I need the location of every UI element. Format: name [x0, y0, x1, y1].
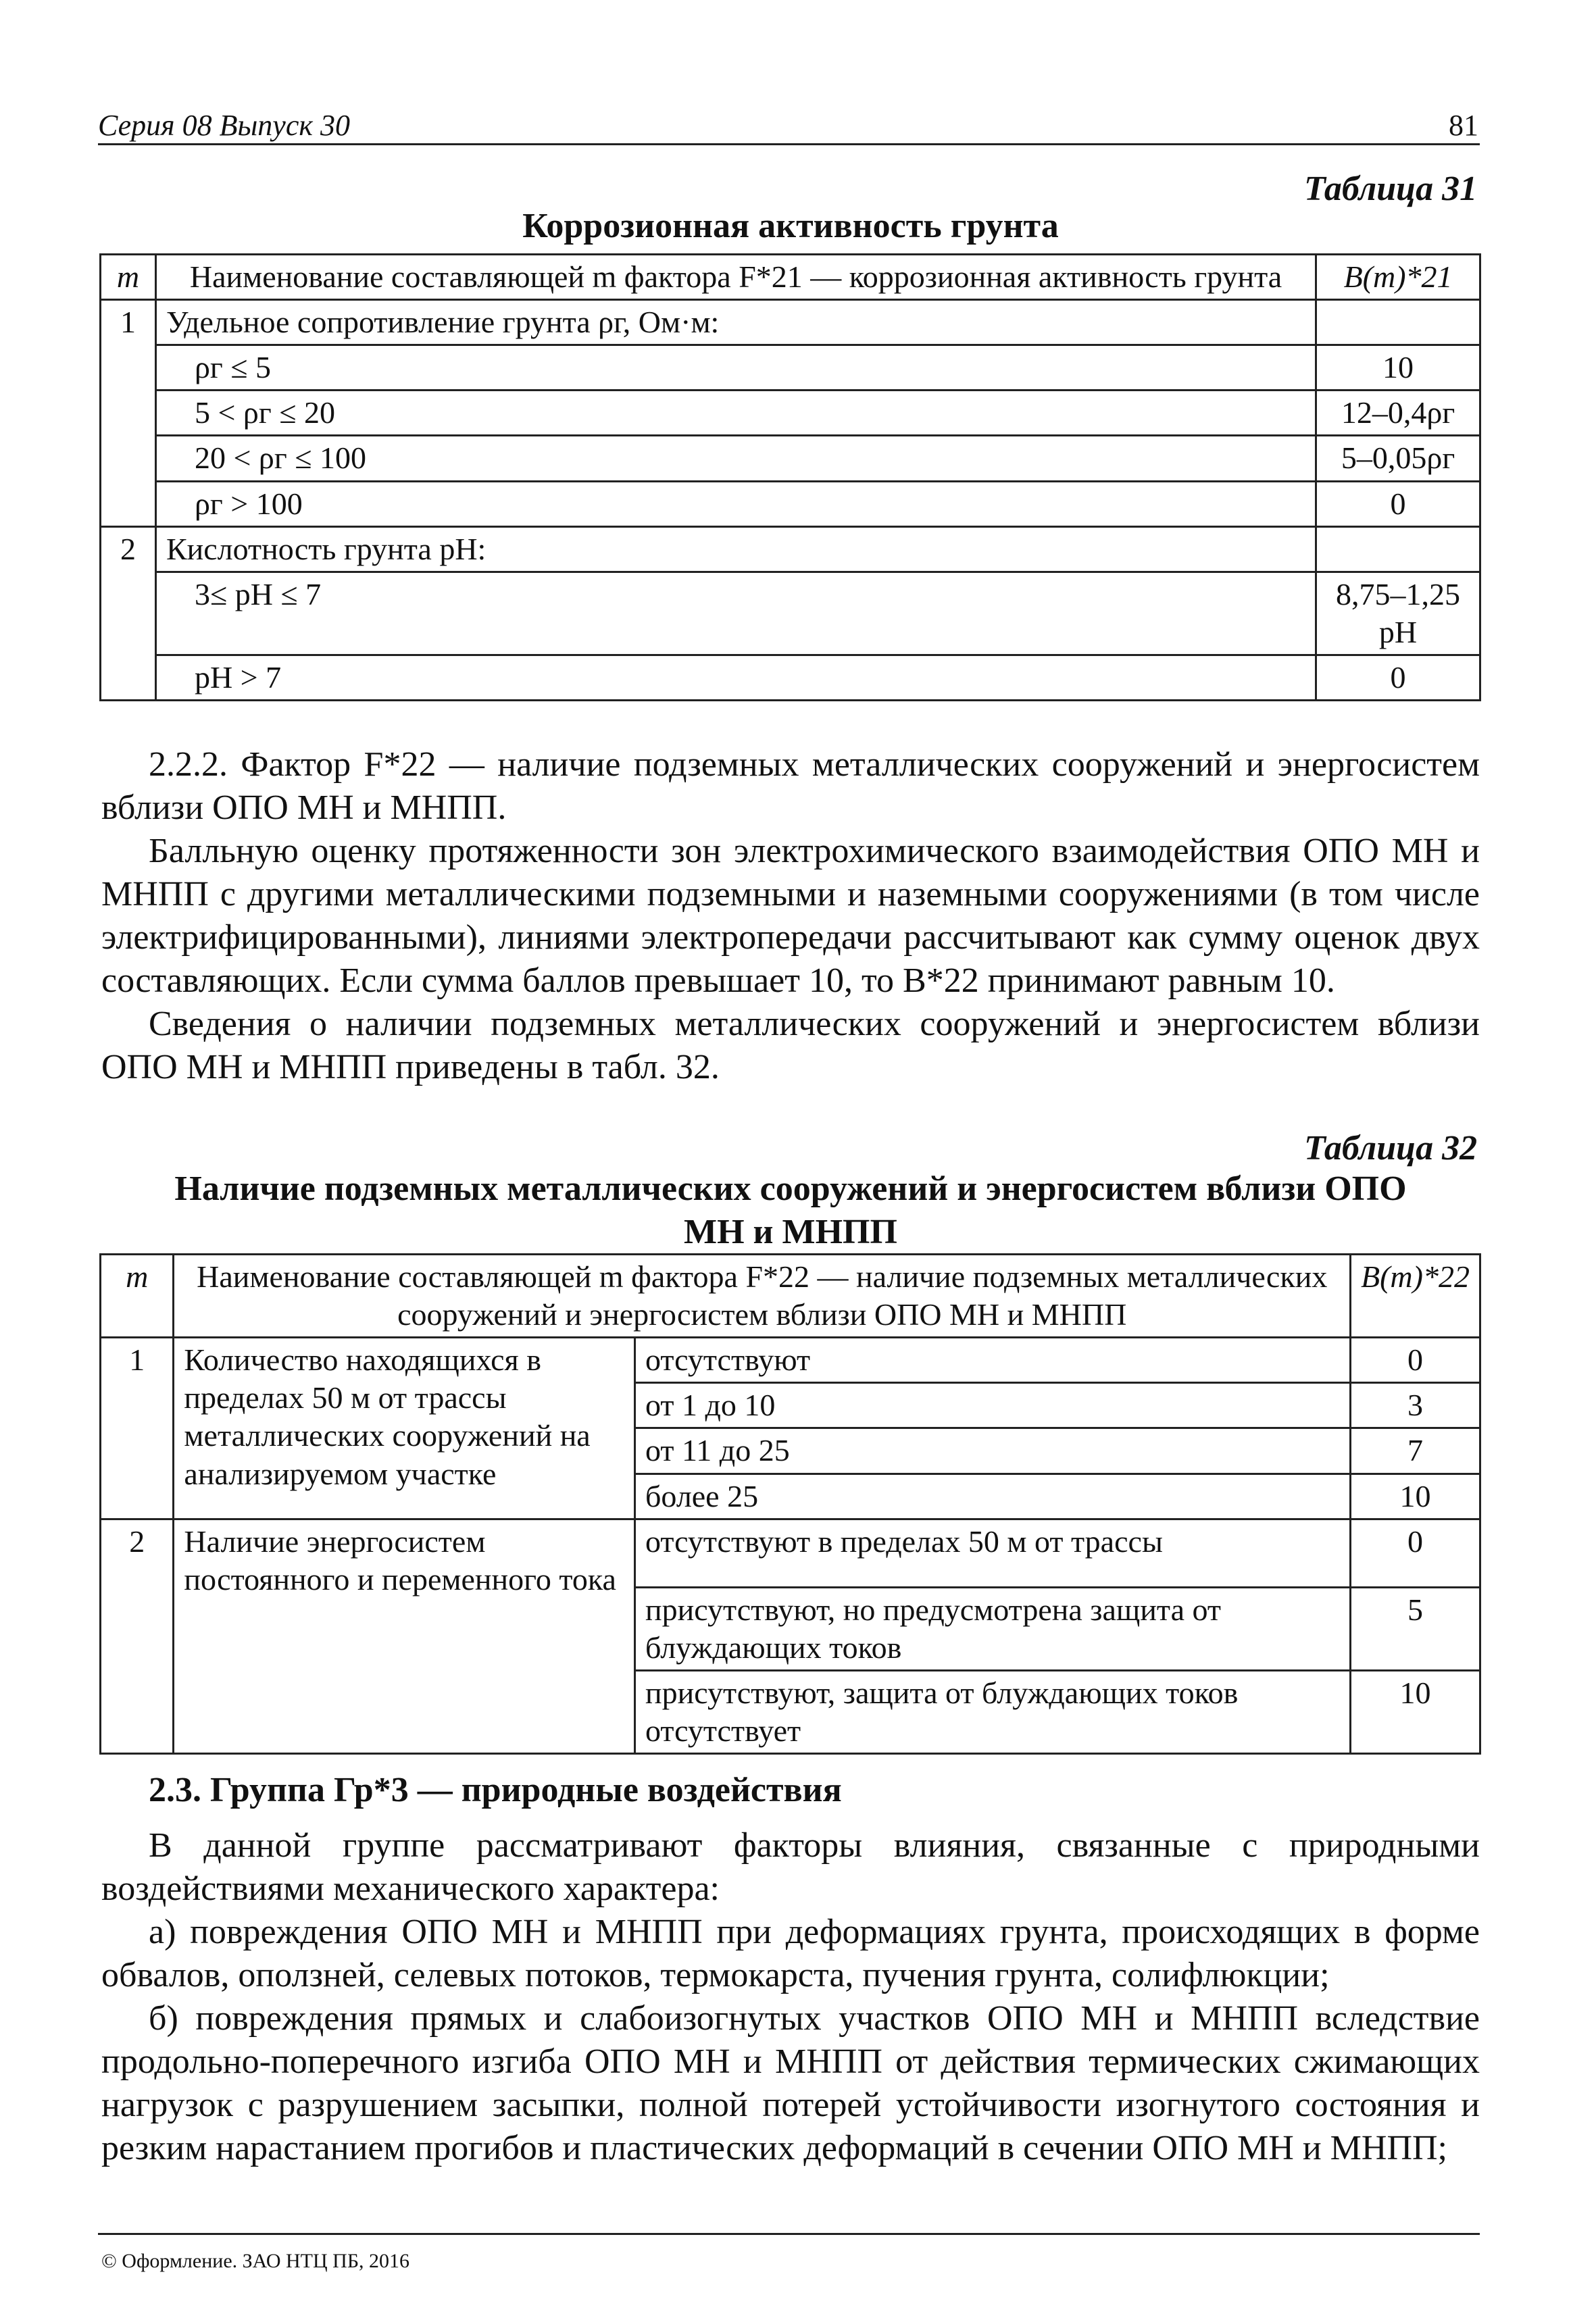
header-name: Наименование составляющей m фактора F*21 — коррозионная активность грунта [155, 255, 1316, 300]
cell-m: 2 [101, 1519, 174, 1753]
cell-name: pH > 7 [155, 655, 1316, 700]
cell-option: присутствуют, но предусмотрена защита от блуждающих токов [635, 1587, 1351, 1670]
cell-value: 0 [1316, 655, 1480, 700]
cell-option: отсутствуют [635, 1338, 1351, 1383]
footer-copyright: © Оформление. ЗАО НТЦ ПБ, 2016 [101, 2250, 410, 2272]
cell-name: 3≤ pH ≤ 7 [155, 572, 1316, 655]
paragraph: В данной группе рассматривают факторы влияния, связанные с природными воздействиями механического характера: [101, 1826, 1480, 1908]
header-m: m [101, 255, 156, 300]
table32-caption: Таблица 32 [1304, 1129, 1478, 1167]
cell-value: 7 [1351, 1428, 1480, 1474]
table32-title: Наличие подземных металлических сооружений и энергосистем вблизи ОПО МН и МНПП [174, 1169, 1407, 1251]
paragraph: Сведения о наличии подземных металлических сооружений и энергосистем вблизи ОПО МН и МНПП приведены в табл. 32. [101, 1005, 1480, 1086]
table-row [101, 572, 1480, 655]
cell-value: 12–0,4ρг [1316, 391, 1480, 436]
cell-value: 0 [1351, 1338, 1480, 1383]
cell-option: от 1 до 10 [635, 1383, 1351, 1428]
cell-m: 1 [101, 300, 156, 527]
cell-option: более 25 [635, 1474, 1351, 1519]
table-row [101, 1519, 1480, 1587]
table-row [101, 1338, 1480, 1383]
table-row [101, 391, 1480, 436]
cell-value: 3 [1351, 1383, 1480, 1428]
table31-caption: Таблица 31 [1304, 170, 1478, 208]
cell-value: 8,75–1,25 pH [1316, 572, 1480, 655]
cell-value: 5–0,05ρг [1316, 436, 1480, 481]
table-row [101, 481, 1480, 526]
table31 [99, 253, 1481, 701]
running-header-series: Серия 08 Выпуск 30 [98, 109, 350, 142]
cell-name: ρг ≤ 5 [155, 345, 1316, 391]
cell-name: Количество находящихся в пределах 50 м от трассы металлических сооружений на анализируемом участке [174, 1338, 635, 1519]
table-row [101, 300, 1480, 345]
table-header-row [101, 255, 1480, 300]
header-b: B(m)*21 [1316, 255, 1480, 300]
cell-name: 20 < ρг ≤ 100 [155, 436, 1316, 481]
footer-rule [98, 2233, 1480, 2235]
cell-name: 5 < ρг ≤ 20 [155, 391, 1316, 436]
paragraph: б) повреждения прямых и слабоизогнутых участков ОПО МН и МНПП вследствие продольно-поперечного изгиба ОПО МН и МНПП от действия термических сжимающих нагрузок с разрушением засыпки, полной потерей устойчивости изогнутого состояния и резким нарастанием прогибов и пластических деформаций в сечении ОПО МН и МНПП; [101, 1999, 1480, 2167]
cell-value: 10 [1316, 345, 1480, 391]
header-m: m [101, 1255, 174, 1338]
cell-m: 1 [101, 1338, 174, 1519]
cell-name: Наличие энергосистем постоянного и переменного тока [174, 1519, 635, 1753]
cell-name: Удельное сопротивление грунта ρг, Ом·м: [155, 300, 1316, 345]
table-row [101, 526, 1480, 572]
section-heading: 2.3. Группа Гр*3 — природные воздействия [149, 1771, 842, 1809]
table32 [99, 1253, 1481, 1755]
body-text-2 [101, 1824, 1480, 2170]
table-row [101, 655, 1480, 700]
table-row [101, 436, 1480, 481]
header-name: Наименование составляющей m фактора F*22 — наличие подземных металлических сооружений и энергосистем вблизи ОПО МН и МНПП [174, 1255, 1351, 1338]
table-header-row [101, 1255, 1480, 1338]
paragraph: 2.2.2. Фактор F*22 — наличие подземных металлических сооружений и энергосистем вблизи ОПО МН и МНПП. [101, 745, 1480, 827]
page-number: 81 [1449, 109, 1478, 142]
cell-name: ρг > 100 [155, 481, 1316, 526]
header-rule [98, 143, 1480, 145]
paragraph: Балльную оценку протяженности зон электрохимического взаимодействия ОПО МН и МНПП с другими металлическими подземными и наземными сооружениями (в том числе электрифицированными), линиями электропередачи рассчитывают как сумму оценок двух составляющих. Если сумма баллов превышает 10, то B*22 принимают равным 10. [101, 832, 1480, 1000]
cell-option: присутствуют, защита от блуждающих токов отсутствует [635, 1670, 1351, 1753]
cell-value: 0 [1316, 481, 1480, 526]
cell-value [1316, 526, 1480, 572]
cell-value: 5 [1351, 1587, 1480, 1670]
table31-title: Коррозионная активность грунта [522, 207, 1059, 245]
paragraph: а) повреждения ОПО МН и МНПП при деформациях грунта, происходящих в форме обвалов, оползней, селевых потоков, термокарста, пучения грунта, солифлюкции; [101, 1913, 1480, 1994]
header-b: B(m)*22 [1351, 1255, 1480, 1338]
cell-option: от 11 до 25 [635, 1428, 1351, 1474]
cell-m: 2 [101, 526, 156, 700]
cell-name: Кислотность грунта pH: [155, 526, 1316, 572]
cell-value: 10 [1351, 1670, 1480, 1753]
cell-option: отсутствуют в пределах 50 м от трассы [635, 1519, 1351, 1587]
body-text-1 [101, 743, 1480, 1089]
cell-value: 10 [1351, 1474, 1480, 1519]
cell-value: 0 [1351, 1519, 1480, 1587]
table-row [101, 345, 1480, 391]
cell-value [1316, 300, 1480, 345]
